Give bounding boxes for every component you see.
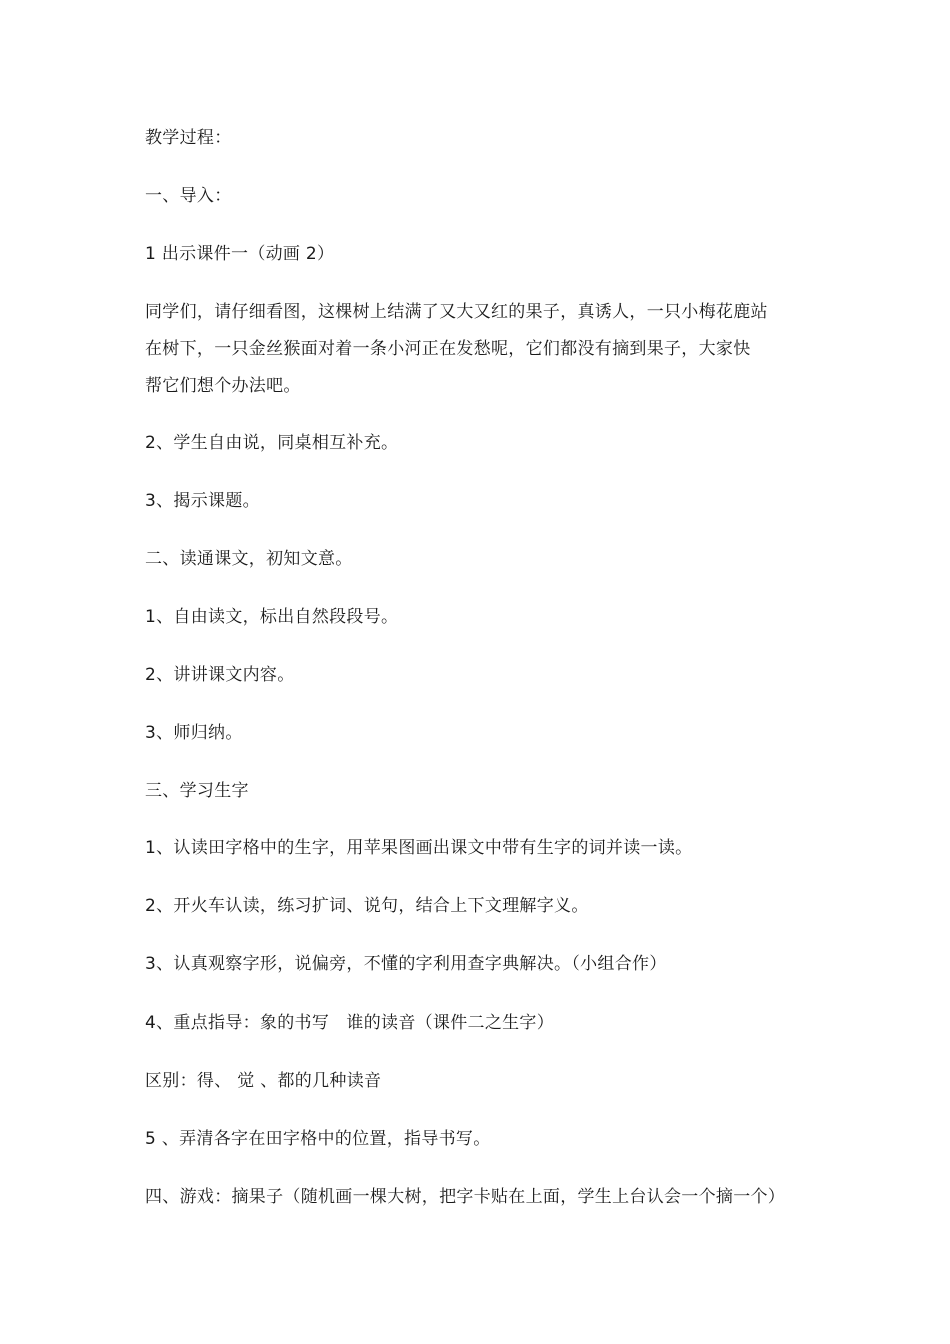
step-item: 5 、弄清各字在田字格中的位置，指导书写。 [145, 1129, 491, 1149]
step-item: 2、讲讲课文内容。 [145, 665, 295, 685]
section-title-reading: 二、读通课文，初知文意。 [145, 549, 353, 569]
step-item: 3、认真观察字形，说偏旁，不懂的字利用查字典解决。（小组合作） [145, 954, 667, 974]
paragraph-line: 在树下，一只金丝猴面对着一条小河正在发愁呢，它们都没有摘到果子，大家快 [145, 339, 751, 359]
step-item: 2、学生自由说，同桌相互补充。 [145, 433, 399, 453]
step-item: 1 出示课件一（动画 2） [145, 244, 335, 264]
step-item: 2、开火车认读，练习扩词、说句，结合上下文理解字义。 [145, 896, 589, 916]
section-title-game: 四、游戏：摘果子（随机画一棵大树，把字卡贴在上面，学生上台认会一个摘一个） [145, 1187, 786, 1207]
step-item: 3、揭示课题。 [145, 491, 260, 511]
step-item: 1、自由读文，标出自然段段号。 [145, 607, 399, 627]
paragraph-line: 同学们，请仔细看图，这棵树上结满了又大又红的果子，真诱人，一只小梅花鹿站 [145, 302, 768, 322]
step-item: 4、重点指导：象的书写 谁的读音（课件二之生字） [145, 1013, 555, 1033]
paragraph-line: 帮它们想个办法吧。 [145, 376, 301, 396]
section-title-characters: 三、学习生字 [145, 781, 249, 801]
document-heading: 教学过程： [145, 128, 232, 148]
section-title-intro: 一、导入： [145, 186, 232, 206]
step-item: 3、师归纳。 [145, 723, 243, 743]
note-item: 区别：得、 觉 、都的几种读音 [145, 1071, 382, 1091]
step-item: 1、认读田字格中的生字，用苹果图画出课文中带有生字的词并读一读。 [145, 838, 693, 858]
